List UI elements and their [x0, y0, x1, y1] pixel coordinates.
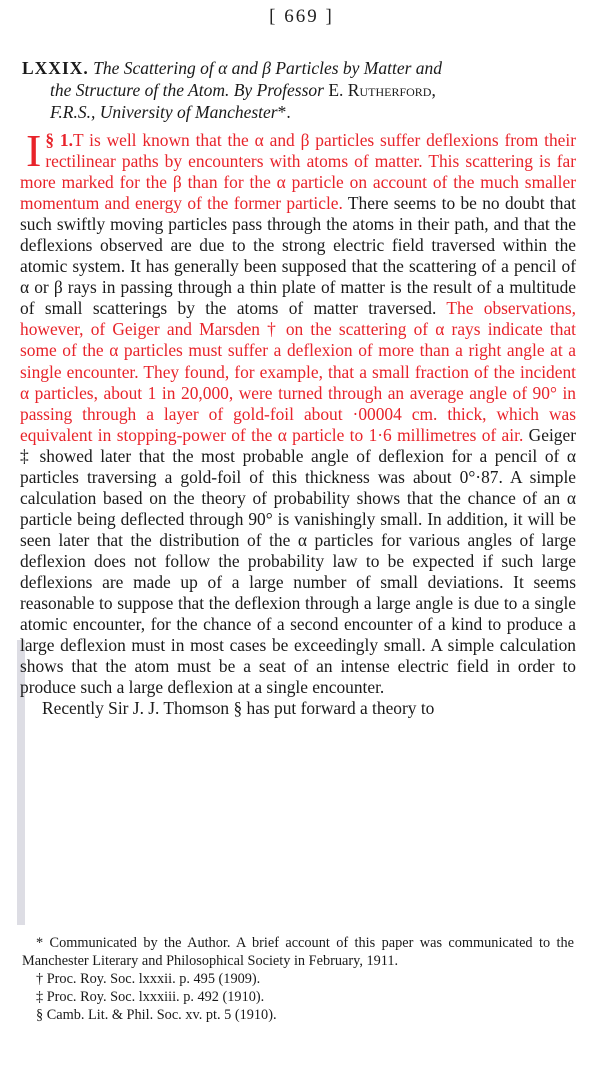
title-continuation [22, 79, 578, 101]
title-footnote-mark: *. [277, 102, 291, 122]
highlighted-text-2: The observations, however, of Geiger and Marsden † on the scattering of α rays indicate that some of the α particles must suffer a deflexion of more than a right angle at a single encounter. They found, for example, that a small fraction of the incident α particles, about 1 in 20,000, were turned through an average angle of 90° in passing through a layer of gold-foil about ·00004 cm. thick, which was equivalent in stopping-power of the α particle to 1·6 millimetres of air. [20, 298, 576, 445]
page-number: [ 669 ] [269, 6, 334, 27]
body-text-2: Geiger ‡ showed later that the most probable angle of deflexion for a pencil of α particles traversing a gold-foil of this thickness was about 0°·87. A simple calculation based on the theory of probability shows that the chance of an α particle being deflected through 90° is vanishingly small. In addition, it will be seen later that the distribution of the α particles for various angles of large deflexion does not follow the probability law to be expected if such large deflexions are made up of a large number of small deviations. It seems reasonable to suppose that the deflexion through a large angle is due to a single atomic encounter, for the chance of a second encounter of a kind to produce a large deflexion must in most cases be exceedingly small. A simple calculation shows that the atom must be a seat of an intense electric field in order to produce such a large deflexion at a single encounter. [20, 424, 576, 698]
footnote-double-dagger: ‡ Proc. Roy. Soc. lxxxiii. p. 492 (1910). [36, 989, 265, 1005]
footnote-dagger: † Proc. Roy. Soc. lxxxii. p. 495 (1909). [36, 971, 261, 987]
highlighted-text-1: T is well known that the α and β particles suffer deflexions from their rectilinear paths by encounters with atoms of matter. This scattering is far more marked for the β than for the α particle on account of the much smaller momentum and energy of the former particle. [20, 130, 576, 214]
section-mark: § 1. [45, 130, 73, 150]
drop-cap: I [26, 125, 42, 176]
author-name: E. Rutherford, [328, 80, 436, 100]
title-text-line-2: the Structure of the Atom. [50, 80, 230, 100]
footnote-section: § Camb. Lit. & Phil. Soc. xv. pt. 5 (1910). [36, 1007, 277, 1023]
article-title [22, 57, 578, 123]
article-number: LXXIX. [22, 58, 89, 78]
title-text-line-1: The Scattering of α and β Particles by Matter and [93, 58, 443, 78]
article-body [20, 125, 576, 719]
body-text-1: There seems to be no doubt that such swiftly moving particles pass through the atoms in their path, and that the deflexions observed are due to the strong electric field traversed within the atomic system. It has generally been supposed that the scattering of a pencil of α or β rays in passing through a thin plate of matter is the result of a multitude of small scatterings by the atoms of matter traversed. [20, 193, 576, 319]
by-label: By Professor [233, 80, 324, 100]
footnotes [22, 934, 574, 1024]
author-affiliation-line [22, 101, 578, 123]
footnote-communicated: * Communicated by the Author. A brief account of this paper was communicated to the Manchester Literary and Philosophical Society in February, 1911. [22, 935, 574, 969]
author-affiliation: F.R.S., University of Manchester [50, 102, 278, 122]
paragraph-2: Recently Sir J. J. Thomson § has put forward a theory to [42, 698, 435, 719]
paragraph-1 [20, 125, 576, 698]
